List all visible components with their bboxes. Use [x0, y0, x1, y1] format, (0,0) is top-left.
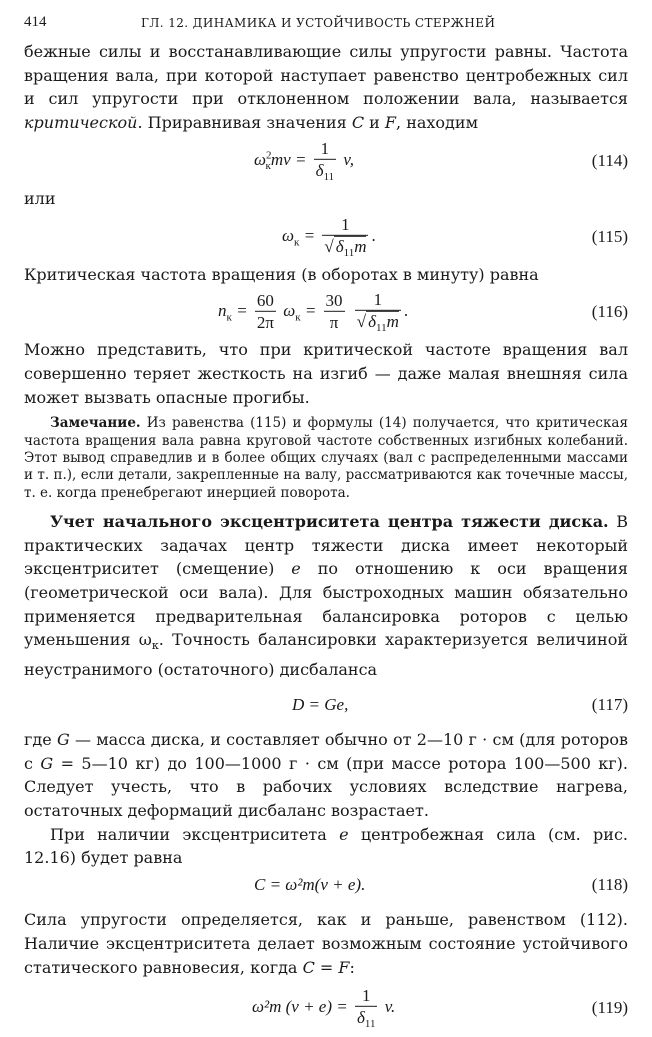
book-page — [24, 14, 628, 1037]
page-header — [24, 14, 628, 36]
note-paragraph: Замечание. Из равенства (115) и формулы (14) получается, что критическая частота вращения вала равна круговой частоте собственных изгибных колебаний. Этот вывод справедлив и в более общих случаях (вал с распределенными массами и т. п.), если детали, закрепленные на валу, рассматриваются как точечные массы, т. е. когда пренебрегают инерцией поворота. — [24, 415, 628, 501]
note-label: Замечание. — [50, 415, 141, 432]
equation-115: $\omega_к$ = $\frac{1}{√ \delta_{11}m}$ . (115) — [282, 214, 628, 259]
paragraph-eccentricity: Учет начального эксцентриситета центра тяжести диска. В практических задачах центр тяжести диска имеет некоторый эксцентриситет (смещение) e по отношению к оси вращения (геометрической оси вала). Для быстроходных машин обязательно применяется предварительная балансировка роторов с целью уменьшения $\omega_к$. Точность балансировки характеризуется величиной неустранимого (остаточного) дисбаланса — [24, 511, 629, 680]
paragraph-elastic-force: Сила упругости определяется, как и раньше, равенством (112). Наличие эксцентриситета делает возможным состояние устойчивого статического равновесия, когда C = F: — [24, 910, 628, 977]
paragraph-critical-speed: бежные силы и восстанавливающие силы упругости равны. Частота вращения вала, при которой наступает равенство центробежных сил и сил упругости при отклоненном положении вала, называется критической. Приравнивая значения C и F, находим — [24, 42, 628, 133]
equation-116: $n_к$ = $\frac{60}{2\pi}$ $\omega_к$ = $\frac{30}{\pi}$ $\frac{1}{√ \delta_{11}m}$ . (116) — [218, 290, 628, 335]
equation-number-119: (119) — [591, 998, 628, 1018]
page-number: 414 — [24, 14, 47, 30]
word-or: или — [24, 188, 56, 208]
equation-number-117: (117) — [591, 694, 628, 714]
equation-number-116: (116) — [591, 302, 628, 322]
equation-number-115: (115) — [591, 226, 628, 246]
paragraph-centrifugal-force: При наличии эксцентриситета e центробежная сила (см. рис. 12.16) будет равна — [24, 824, 629, 868]
equation-number-118: (118) — [591, 875, 628, 895]
paragraph-loss-of-stiffness: Можно представить, что при критической частоте вращения вал совершенно теряет жесткость на изгиб — даже малая внешняя сила может вызвать опасные прогибы. — [24, 340, 628, 407]
running-title: ГЛ. 12. ДИНАМИКА И УСТОЙЧИВОСТЬ СТЕРЖНЕЙ — [141, 16, 496, 30]
equation-117: D = Ge, (117) — [292, 694, 628, 714]
equation-number-114: (114) — [591, 150, 628, 170]
section-heading: Учет начального эксцентриситета центра тяжести диска. — [50, 511, 609, 531]
equation-118: C = ω²m(v + e). (118) — [254, 875, 628, 895]
paragraph-disc-mass: где G — масса диска, и составляет обычно от 2—10 г · см (для роторов с G = 5—10 кг) до 100—1000 г · см (при массе ротора 100—500 кг). Следует учесть, что в рабочих условиях вследствие нагрева, остаточных деформаций дисбаланс возрастает. — [24, 729, 629, 821]
equation-119: ω²m (v + e) = $\frac{1}{\delta_{11}}$ v. (119) — [252, 986, 628, 1031]
paragraph-rpm: Критическая частота вращения (в оборотах в минуту) равна — [24, 264, 539, 284]
equation-114: $\omega^2_кmv$ = $\frac{1}{\delta_{11}}$ v, (114) — [254, 138, 628, 184]
